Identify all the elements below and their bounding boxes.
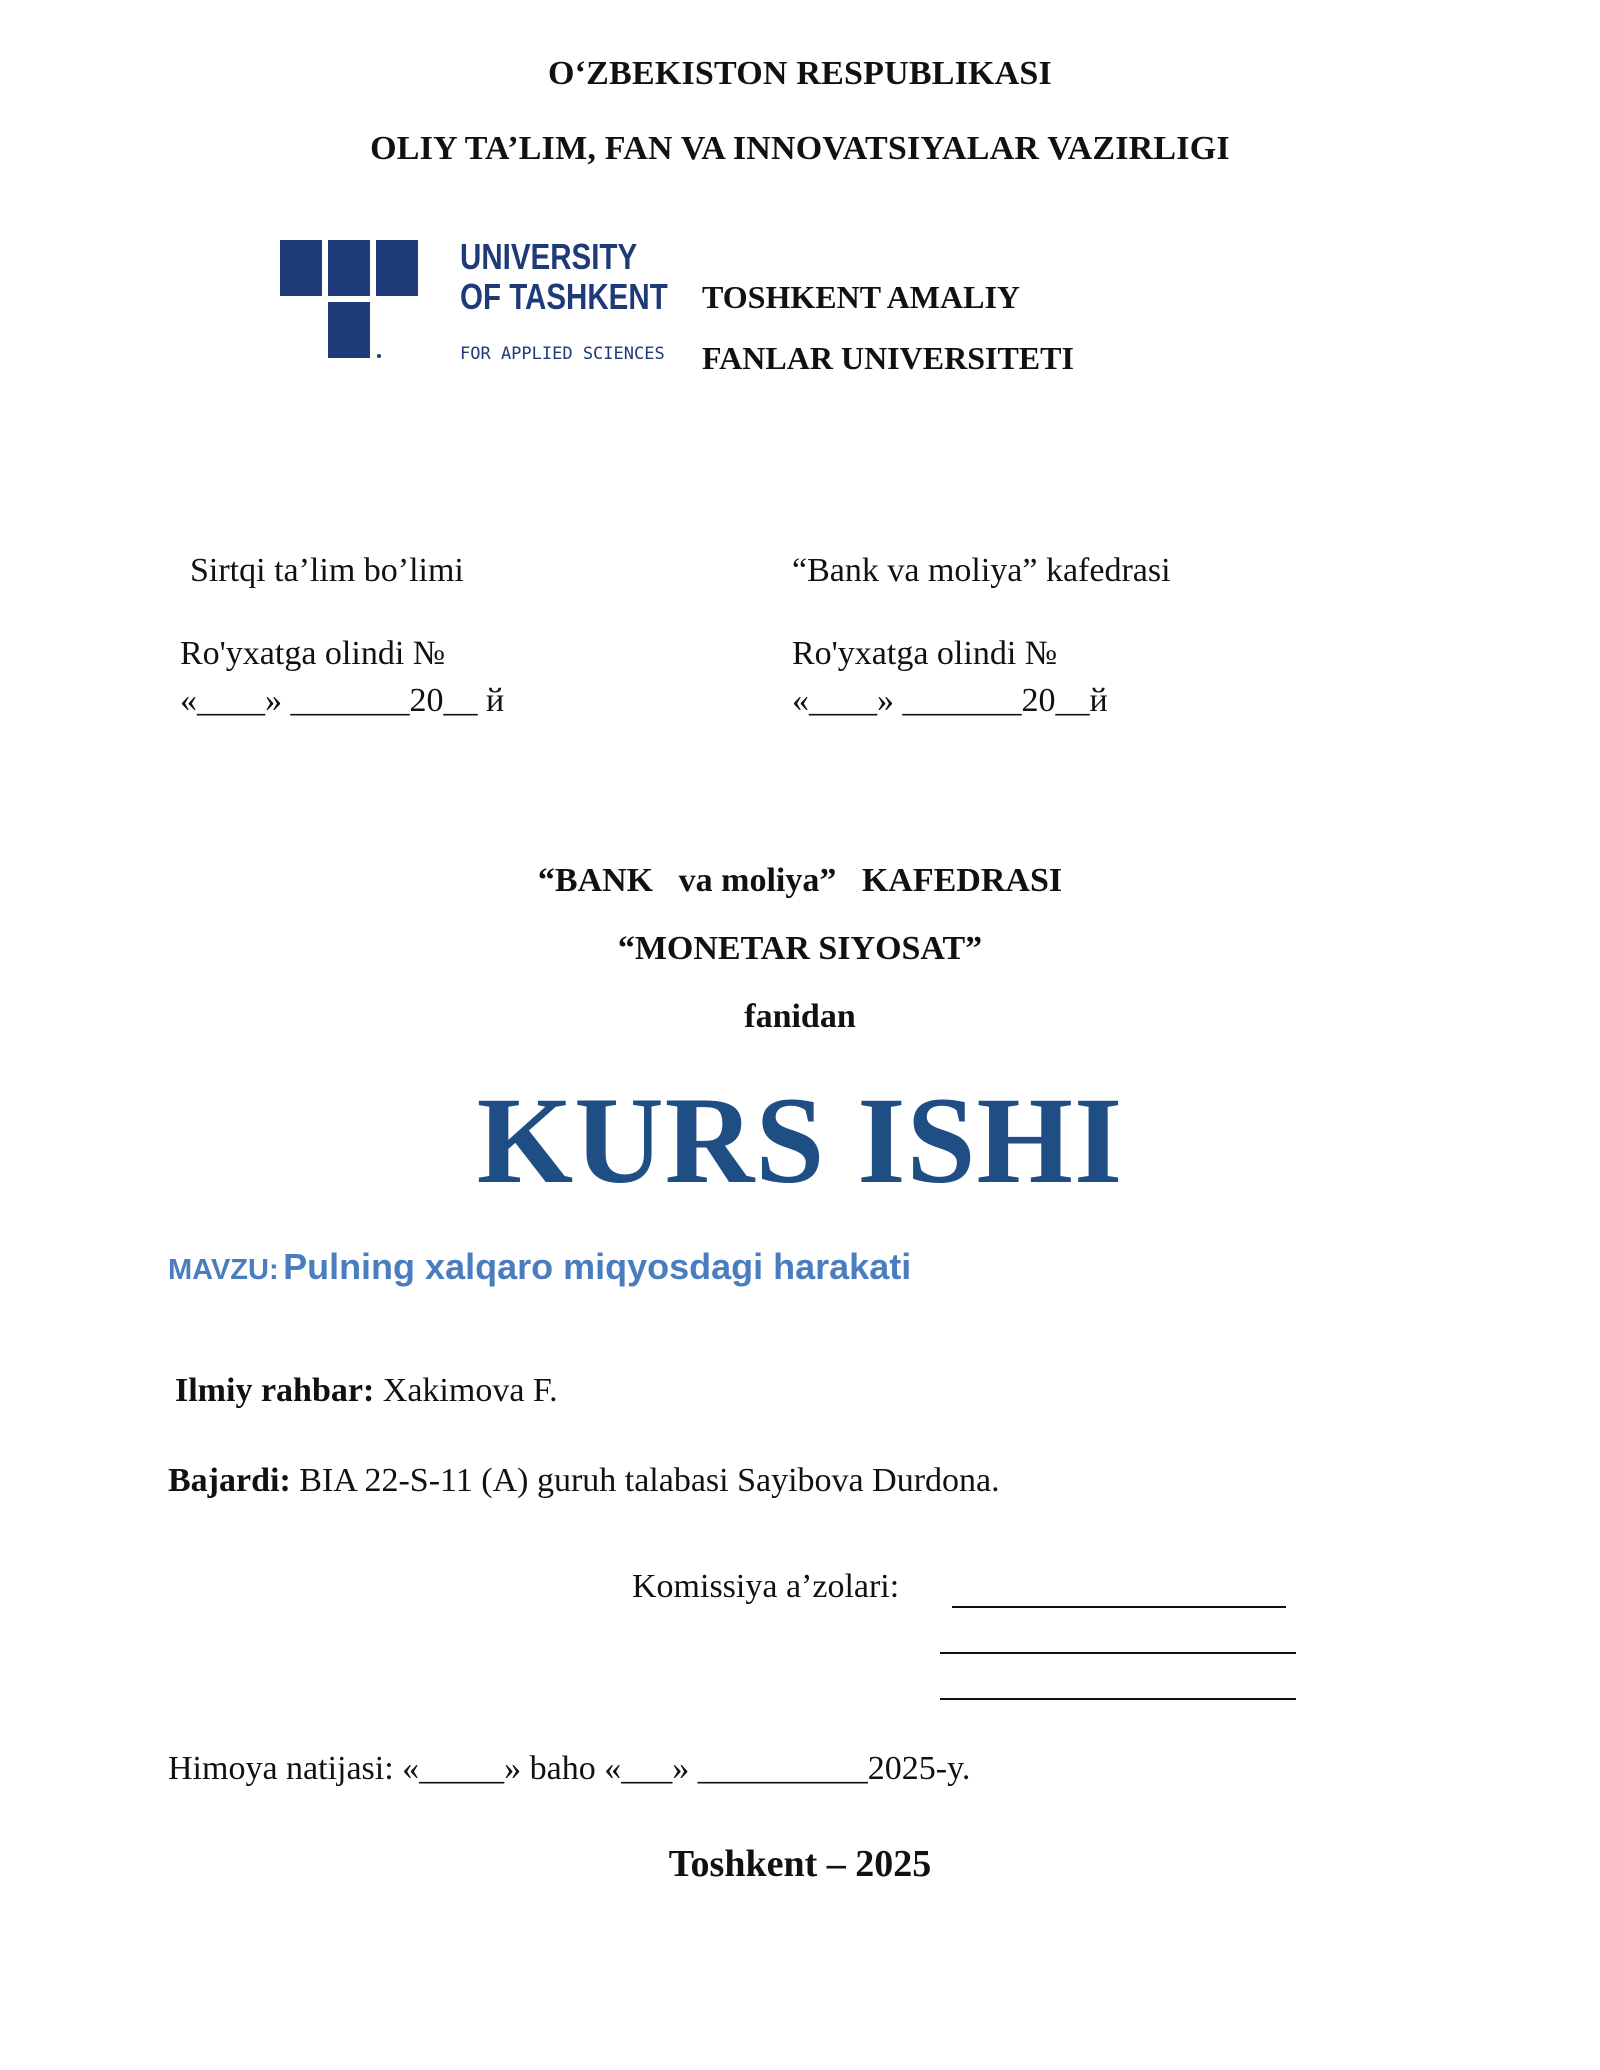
kafedra-heading: “BANK va moliya” KAFEDRASI [537, 862, 1063, 899]
ministry-line-2: OLIY TA’LIM, FAN VA INNOVATSIYALAR VAZIRLIGI [370, 130, 1230, 167]
logo-square-4 [328, 302, 370, 358]
supervisor-label: Ilmiy rahbar: [175, 1372, 375, 1409]
commission-line-3 [940, 1698, 1296, 1700]
commission-label: Komissiya a’zolari: [632, 1568, 900, 1605]
logo-square-2 [328, 240, 370, 296]
logo-text-of-tashkent: OF TASHKENT [460, 276, 668, 317]
logo-text-university: UNIVERSITY [460, 236, 638, 277]
logo-square-1 [280, 240, 322, 296]
university-logo [280, 236, 700, 370]
topic-value: Pulning xalqaro miqyosdagi harakati [283, 1246, 912, 1287]
performer-label: Bajardi: [168, 1462, 291, 1499]
document-title: KURS ISHI [476, 1072, 1124, 1209]
fanidan-text: fanidan [744, 998, 856, 1035]
subject-heading: “MONETAR SIYOSAT” [617, 930, 983, 967]
logo-text-applied-sciences: FOR APPLIED SCIENCES [460, 344, 665, 364]
right-registration-date: «____» _______20__й [792, 682, 1108, 719]
left-department: Sirtqi ta’lim bo’limi [190, 552, 464, 589]
commission-line-1 [952, 1606, 1286, 1608]
supervisor-name: Xakimova F. [382, 1372, 558, 1409]
university-name-line-1: TOSHKENT AMALIY [702, 279, 1021, 315]
topic-label: MAVZU: [168, 1254, 279, 1286]
logo-square-3 [376, 240, 418, 296]
right-department: “Bank va moliya” kafedrasi [792, 552, 1171, 589]
performer-value: BIA 22-S-11 (A) guruh talabasi Sayibova Durdona. [299, 1462, 1000, 1499]
left-registration-date: «____» _______20__ й [180, 682, 505, 719]
logo-dot [377, 354, 381, 358]
footer-city-year: Toshkent – 2025 [668, 1843, 932, 1885]
commission-line-2 [940, 1652, 1296, 1654]
supervisor-line [175, 1372, 558, 1410]
left-registration: Ro'yxatga olindi № [180, 635, 446, 672]
topic-line [168, 1246, 911, 1288]
right-registration: Ro'yxatga olindi № [792, 635, 1058, 672]
university-name-line-2: FANLAR UNIVERSITETI [702, 340, 1074, 376]
defense-result: Himoya natijasi: «_____» baho «___» __________2025-y. [168, 1750, 971, 1787]
ministry-line-1: O‘ZBEKISTON RESPUBLIKASI [548, 55, 1052, 92]
performer-line [168, 1462, 1000, 1500]
